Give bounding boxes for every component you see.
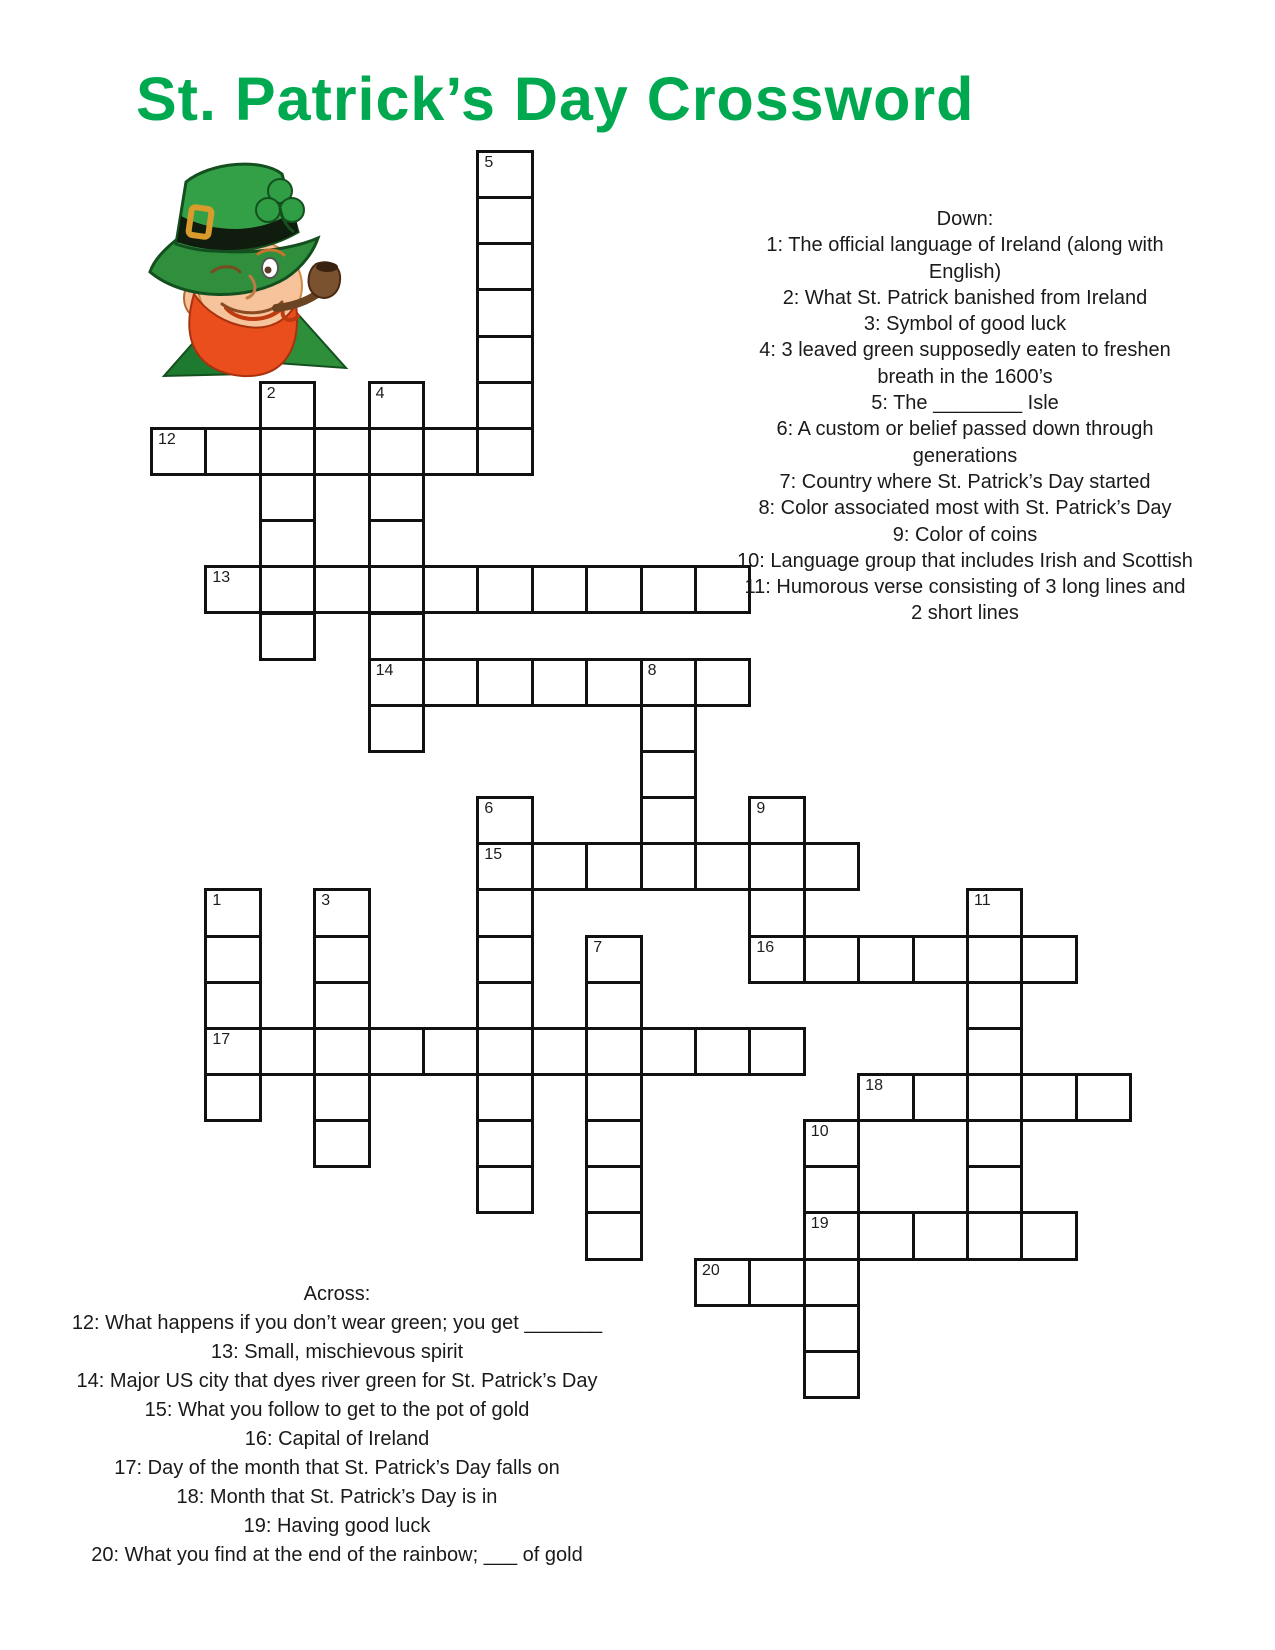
cell-number: 8	[647, 661, 657, 679]
grid-cell[interactable]	[857, 1211, 914, 1260]
across-clues	[28, 1280, 646, 1570]
grid-cell[interactable]	[204, 935, 261, 984]
down-clue: 6: A custom or belief passed down through generations	[776, 418, 1154, 467]
grid-cell[interactable]	[259, 519, 316, 568]
grid-cell[interactable]	[422, 427, 479, 476]
grid-cell[interactable]	[476, 1027, 533, 1076]
grid-cell[interactable]	[476, 658, 533, 707]
grid-cell[interactable]	[476, 242, 533, 291]
grid-cell[interactable]	[313, 1073, 370, 1122]
grid-cell[interactable]	[1020, 1073, 1077, 1122]
grid-cell[interactable]	[585, 658, 642, 707]
grid-cell[interactable]	[313, 1027, 370, 1076]
grid-cell[interactable]	[803, 1119, 860, 1168]
grid-cell[interactable]	[422, 658, 479, 707]
grid-cell[interactable]	[368, 704, 425, 753]
across-clue: 19: Having good luck	[243, 1515, 431, 1537]
down-clue: 3: Symbol of good luck	[863, 313, 1067, 336]
grid-cell[interactable]	[476, 196, 533, 245]
cell-number: 17	[212, 1030, 231, 1048]
grid-cell[interactable]	[966, 1165, 1023, 1214]
grid-cell[interactable]	[966, 1027, 1023, 1076]
pupil	[265, 267, 272, 274]
cell-number: 1	[212, 892, 222, 910]
cell-number: 9	[756, 800, 766, 818]
down-clue: 1: The official language of Ireland (along with English)	[766, 234, 1164, 283]
grid-cell[interactable]	[1075, 1073, 1132, 1122]
grid-cell[interactable]	[313, 1119, 370, 1168]
grid-cell[interactable]	[313, 981, 370, 1030]
grid-cell[interactable]	[531, 1027, 588, 1076]
cell-number: 3	[321, 892, 331, 910]
across-clue: 16: Capital of Ireland	[244, 1428, 430, 1450]
grid-cell[interactable]	[476, 150, 533, 199]
grid-cell[interactable]	[1020, 935, 1077, 984]
grid-cell[interactable]	[476, 1119, 533, 1168]
pipe-bowl-top	[316, 262, 338, 272]
grid-cell[interactable]	[857, 935, 914, 984]
cell-number: 6	[484, 800, 494, 818]
grid-cell[interactable]	[966, 1211, 1023, 1260]
grid-cell[interactable]	[368, 612, 425, 661]
grid-cell[interactable]	[748, 1027, 805, 1076]
across-clue: 18: Month that St. Patrick’s Day is in	[176, 1486, 498, 1508]
cell-number: 20	[702, 1261, 720, 1279]
across-clue: 14: Major US city that dyes river green for St. Patrick’s Day	[76, 1370, 598, 1392]
grid-cell[interactable]	[912, 935, 969, 984]
grid-cell[interactable]	[585, 842, 642, 891]
grid-cell[interactable]	[803, 1304, 860, 1353]
grid-cell[interactable]	[912, 1211, 969, 1260]
grid-cell[interactable]	[585, 1165, 642, 1214]
grid-cell[interactable]	[476, 288, 533, 337]
grid-cell[interactable]	[748, 935, 805, 984]
grid-cell[interactable]	[259, 381, 316, 430]
grid-cell[interactable]	[422, 565, 479, 614]
grid-cell[interactable]	[259, 565, 316, 614]
cell-number: 2	[266, 384, 276, 402]
cell-number: 19	[810, 1215, 829, 1233]
grid-cell[interactable]	[694, 1258, 751, 1307]
grid-cell[interactable]	[476, 427, 533, 476]
grid-cell[interactable]	[585, 1119, 642, 1168]
grid-cell[interactable]	[259, 1027, 316, 1076]
cell-number: 16	[756, 938, 775, 956]
grid-cell[interactable]	[204, 888, 261, 937]
across-clue: 17: Day of the month that St. Patrick’s Day falls on	[114, 1457, 560, 1479]
cell-number: 7	[593, 938, 603, 956]
down-clue: 4: 3 leaved green supposedly eaten to freshen breath in the 1600’s	[759, 339, 1171, 388]
across-clue: 15: What you follow to get to the pot of gold	[144, 1399, 530, 1421]
grid-cell[interactable]	[476, 796, 533, 845]
grid-cell[interactable]	[803, 1350, 860, 1399]
grid-cell[interactable]	[368, 473, 425, 522]
grid-cell[interactable]	[803, 1211, 860, 1260]
across-heading: Across:	[303, 1283, 371, 1305]
grid-cell[interactable]	[966, 981, 1023, 1030]
leprechaun-illustration	[146, 146, 394, 380]
grid-cell[interactable]	[585, 981, 642, 1030]
cell-number: 12	[158, 430, 176, 448]
grid-cell[interactable]	[531, 658, 588, 707]
grid-cell[interactable]	[640, 796, 697, 845]
across-clue: 12: What happens if you don’t wear green; you get _______	[71, 1312, 603, 1334]
grid-cell[interactable]	[313, 888, 370, 937]
grid-cell[interactable]	[313, 935, 370, 984]
grid-cell[interactable]	[368, 658, 425, 707]
cell-number: 10	[810, 1123, 829, 1141]
grid-cell[interactable]	[204, 981, 261, 1030]
grid-cell[interactable]	[585, 1211, 642, 1260]
cell-number: 15	[484, 846, 503, 864]
grid-cell[interactable]	[585, 1027, 642, 1076]
grid-cell[interactable]	[640, 565, 697, 614]
grid-cell[interactable]	[857, 1073, 914, 1122]
grid-cell[interactable]	[476, 981, 533, 1030]
grid-cell[interactable]	[368, 1027, 425, 1076]
grid-cell[interactable]	[640, 842, 697, 891]
grid-cell[interactable]	[640, 1027, 697, 1076]
grid-cell[interactable]	[748, 842, 805, 891]
grid-cell[interactable]	[476, 842, 533, 891]
grid-cell[interactable]	[694, 842, 751, 891]
cell-number: 18	[865, 1077, 883, 1094]
grid-cell[interactable]	[368, 519, 425, 568]
across-clue: 20: What you find at the end of the rainbow; ___ of gold	[91, 1544, 583, 1566]
grid-cell[interactable]	[259, 612, 316, 661]
grid-cell[interactable]	[585, 1073, 642, 1122]
grid-cell[interactable]	[476, 935, 533, 984]
across-clue: 13: Small, mischievous spirit	[210, 1341, 464, 1363]
cell-number: 14	[375, 661, 394, 679]
grid-cell[interactable]	[966, 888, 1023, 937]
grid-cell[interactable]	[476, 381, 533, 430]
down-clue: 10: Language group that includes Irish and Scottish	[737, 549, 1193, 572]
down-clue: 7: Country where St. Patrick’s Day started	[779, 470, 1151, 493]
grid-cell[interactable]	[150, 427, 207, 476]
grid-cell[interactable]	[803, 842, 860, 891]
grid-cell[interactable]	[422, 1027, 479, 1076]
grid-cell[interactable]	[912, 1073, 969, 1122]
grid-cell[interactable]	[476, 335, 533, 384]
grid-cell[interactable]	[531, 565, 588, 614]
grid-cell[interactable]	[585, 565, 642, 614]
cell-number: 13	[212, 569, 231, 587]
grid-cell[interactable]	[259, 473, 316, 522]
grid-cell[interactable]	[476, 1165, 533, 1214]
grid-cell[interactable]	[368, 427, 425, 476]
down-clue: 2: What St. Patrick banished from Ireland	[782, 286, 1148, 309]
grid-cell[interactable]	[476, 565, 533, 614]
cell-number: 4	[375, 384, 385, 402]
down-clues	[737, 206, 1193, 627]
cell-number: 11	[974, 892, 991, 910]
grid-cell[interactable]	[803, 1165, 860, 1214]
grid-cell[interactable]	[204, 427, 261, 476]
grid-cell[interactable]	[531, 842, 588, 891]
grid-cell[interactable]	[966, 1119, 1023, 1168]
grid-cell[interactable]	[966, 1073, 1023, 1122]
grid-cell[interactable]	[259, 427, 316, 476]
grid-cell[interactable]	[748, 796, 805, 845]
grid-cell[interactable]	[204, 565, 261, 614]
grid-cell[interactable]	[313, 565, 370, 614]
grid-cell[interactable]	[313, 427, 370, 476]
grid-cell[interactable]	[748, 888, 805, 937]
grid-cell[interactable]	[368, 381, 425, 430]
page-title: St. Patrick’s Day Crossword	[136, 65, 975, 133]
grid-cell[interactable]	[640, 658, 697, 707]
grid-cell[interactable]	[204, 1073, 261, 1122]
grid-cell[interactable]	[476, 1073, 533, 1122]
grid-cell[interactable]	[803, 935, 860, 984]
grid-cell[interactable]	[368, 565, 425, 614]
grid-cell[interactable]	[1020, 1211, 1077, 1260]
grid-cell[interactable]	[640, 750, 697, 799]
cell-number: 5	[484, 154, 494, 171]
down-clue: 11: Humorous verse consisting of 3 long lines and 2 short lines	[744, 576, 1186, 625]
grid-cell[interactable]	[476, 888, 533, 937]
grid-cell[interactable]	[966, 935, 1023, 984]
down-heading: Down:	[936, 208, 994, 230]
down-clue: 9: Color of coins	[892, 523, 1038, 546]
grid-cell[interactable]	[640, 704, 697, 753]
grid-cell[interactable]	[694, 658, 751, 707]
grid-cell[interactable]	[694, 1027, 751, 1076]
down-clue: 5: The ________ Isle	[871, 392, 1059, 415]
grid-cell[interactable]	[803, 1258, 860, 1307]
down-clue: 8: Color associated most with St. Patrick’s Day	[758, 497, 1172, 520]
grid-cell[interactable]	[204, 1027, 261, 1076]
grid-cell[interactable]	[585, 935, 642, 984]
grid-cell[interactable]	[748, 1258, 805, 1307]
